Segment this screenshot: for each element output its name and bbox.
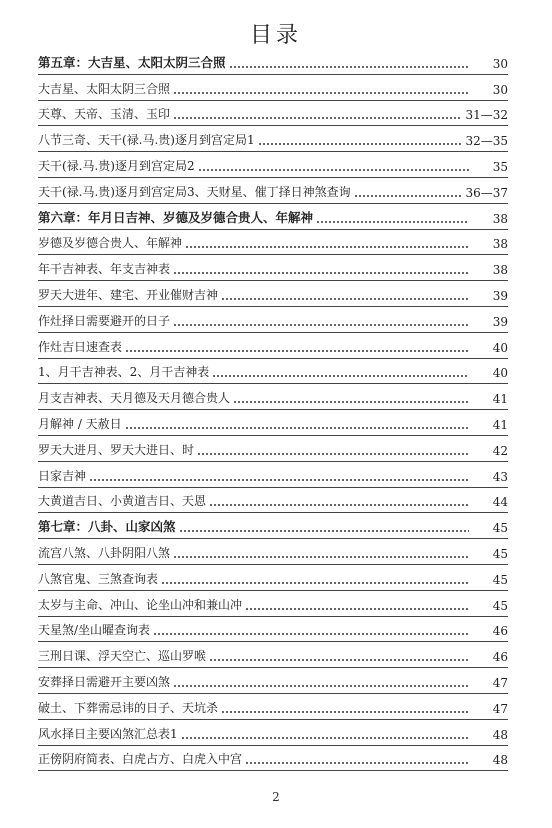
dot-leader	[354, 195, 463, 197]
toc-entry-label: 大吉星、太阳太阴三合照	[38, 81, 171, 96]
dot-leader	[209, 659, 469, 661]
toc-entry-label: 天尊、天帝、玉清、玉印	[38, 107, 171, 122]
dot-leader	[89, 479, 469, 481]
toc-entry-label: 八煞官鬼、三煞查询表	[38, 571, 159, 586]
toc-entry-pages: 36—37	[465, 185, 508, 200]
toc-entry-pages: 41	[492, 417, 508, 432]
toc-entry-pages: 40	[492, 366, 508, 381]
toc-entry-label: 作灶吉日速查表	[38, 339, 123, 354]
toc-entry	[38, 152, 508, 178]
dot-leader	[179, 530, 469, 532]
toc-entry-pages: 38	[492, 211, 508, 226]
dot-leader	[198, 169, 469, 171]
toc-entry-label: 第六章：年月日吉神、岁德及岁德合贵人、年解神	[38, 209, 314, 225]
toc-entry	[38, 462, 508, 488]
toc-entry-label: 天干(禄.马.贵)逐月到宫定局3、天财星、催丁择日神煞查询	[38, 184, 351, 199]
dot-leader	[221, 298, 469, 300]
toc-entry-pages: 31—32	[465, 108, 508, 123]
toc-entry	[38, 75, 508, 101]
dot-leader	[125, 350, 469, 352]
toc-entry-label: 第七章：八卦、山家凶煞	[38, 519, 176, 535]
toc-entry	[38, 694, 508, 720]
toc-entry-pages: 47	[492, 701, 508, 716]
dot-leader	[173, 556, 469, 558]
toc-entry-pages: 41	[492, 392, 508, 407]
toc-entry-pages: 30	[492, 56, 508, 71]
toc-entry-label: 罗天大进年、建宅、开业催财吉神	[38, 287, 219, 302]
toc-entry-pages: 35	[492, 159, 508, 174]
dot-leader	[173, 92, 469, 94]
dot-leader	[245, 608, 469, 610]
dot-leader	[125, 427, 469, 429]
toc-entry-pages: 45	[492, 521, 508, 536]
toc-entry	[38, 488, 508, 514]
dot-leader	[233, 401, 469, 403]
dot-leader	[212, 375, 469, 377]
toc-chapter-entry	[38, 49, 508, 75]
toc-entry-label: 八节三奇、天干(禄.马.贵)逐月到宫定局1	[38, 133, 255, 148]
dot-leader	[173, 324, 469, 326]
dot-leader	[316, 221, 469, 223]
dot-leader	[221, 711, 469, 713]
toc-chapter-entry	[38, 513, 508, 539]
toc-entry	[38, 668, 508, 694]
toc-entry	[38, 333, 508, 359]
toc-entry-label: 天星煞/坐山曜查询表	[38, 623, 151, 638]
toc-entry	[38, 436, 508, 462]
toc-entry	[38, 359, 508, 385]
toc-entry	[38, 591, 508, 617]
toc-entry-pages: 43	[492, 469, 508, 484]
dot-leader	[258, 143, 463, 145]
toc-chapter-entry	[38, 204, 508, 230]
toc-entry	[38, 642, 508, 668]
toc-entry	[38, 101, 508, 127]
toc-entry-pages: 48	[492, 753, 508, 768]
toc-entry	[38, 230, 508, 256]
dot-leader	[161, 582, 469, 584]
toc-entry-label: 岁德及岁德合贵人、年解神	[38, 236, 183, 251]
toc-entry-label: 第五章：大吉星、太阳太阴三合照	[38, 54, 226, 70]
dot-leader	[185, 246, 469, 248]
dot-leader	[229, 66, 469, 68]
toc-entry-pages: 32—35	[465, 134, 508, 149]
toc-entry-label: 正傍阴府简表、白虎占方、白虎入中宫	[38, 752, 243, 767]
toc-entry-pages: 47	[492, 675, 508, 690]
toc-entry-label: 太岁与主命、冲山、论坐山冲和兼山冲	[38, 597, 243, 612]
toc-entry-pages: 38	[492, 263, 508, 278]
toc-entry-pages: 42	[492, 443, 508, 458]
toc-entry-pages: 45	[492, 598, 508, 613]
toc-entry	[38, 255, 508, 281]
table-of-contents	[38, 49, 508, 771]
toc-entry-label: 流宫八煞、八卦阴阳八煞	[38, 545, 171, 560]
dot-leader	[209, 504, 469, 506]
toc-entry-label: 月解神 / 天赦日	[38, 416, 122, 431]
toc-entry-label: 天干(禄.马.贵)逐月到宫定局2	[38, 158, 195, 173]
toc-entry-pages: 45	[492, 572, 508, 587]
toc-entry	[38, 565, 508, 591]
toc-entry	[38, 178, 508, 204]
toc-entry-label: 风水择日主要凶煞汇总表1	[38, 726, 178, 741]
toc-entry	[38, 720, 508, 746]
toc-entry-pages: 45	[492, 546, 508, 561]
toc-entry	[38, 539, 508, 565]
toc-entry-pages: 46	[492, 650, 508, 665]
dot-leader	[153, 633, 469, 635]
toc-entry	[38, 307, 508, 333]
dot-leader	[173, 272, 469, 274]
toc-entry	[38, 281, 508, 307]
page-number: 2	[272, 790, 280, 804]
toc-entry-pages: 39	[492, 288, 508, 303]
toc-entry-label: 罗天大进月、罗天大进日、时	[38, 442, 195, 457]
toc-entry-pages: 44	[492, 495, 508, 510]
dot-leader	[245, 762, 469, 764]
dot-leader	[181, 737, 469, 739]
toc-entry-pages: 38	[492, 237, 508, 252]
dot-leader	[173, 685, 469, 687]
toc-entry-pages: 48	[492, 727, 508, 742]
toc-entry-label: 作灶择日需要避开的日子	[38, 313, 171, 328]
dot-leader	[197, 453, 469, 455]
toc-entry-pages: 39	[492, 314, 508, 329]
toc-entry-pages: 40	[492, 340, 508, 355]
toc-entry-label: 破土、下葬需忌讳的日子、天坑杀	[38, 700, 219, 715]
toc-entry-label: 大黄道吉日、小黄道吉日、天恩	[38, 494, 207, 509]
toc-entry-label: 安葬择日需避开主要凶煞	[38, 674, 171, 689]
toc-entry	[38, 126, 508, 152]
toc-entry-label: 日家吉神	[38, 468, 87, 483]
toc-entry-pages: 30	[492, 82, 508, 97]
dot-leader	[173, 117, 462, 119]
toc-entry	[38, 384, 508, 410]
toc-entry	[38, 410, 508, 436]
page-title: 目录	[249, 23, 302, 48]
toc-entry-label: 1、月干吉神表、2、月干吉神表	[38, 365, 210, 380]
toc-entry	[38, 746, 508, 772]
toc-entry-label: 年干吉神表、年支吉神表	[38, 262, 171, 277]
toc-entry-label: 三刑日课、浮天空亡、巡山罗喉	[38, 649, 207, 664]
toc-entry-pages: 46	[492, 624, 508, 639]
toc-entry	[38, 617, 508, 643]
toc-entry-label: 月支吉神表、天月德及天月德合贵人	[38, 391, 231, 406]
